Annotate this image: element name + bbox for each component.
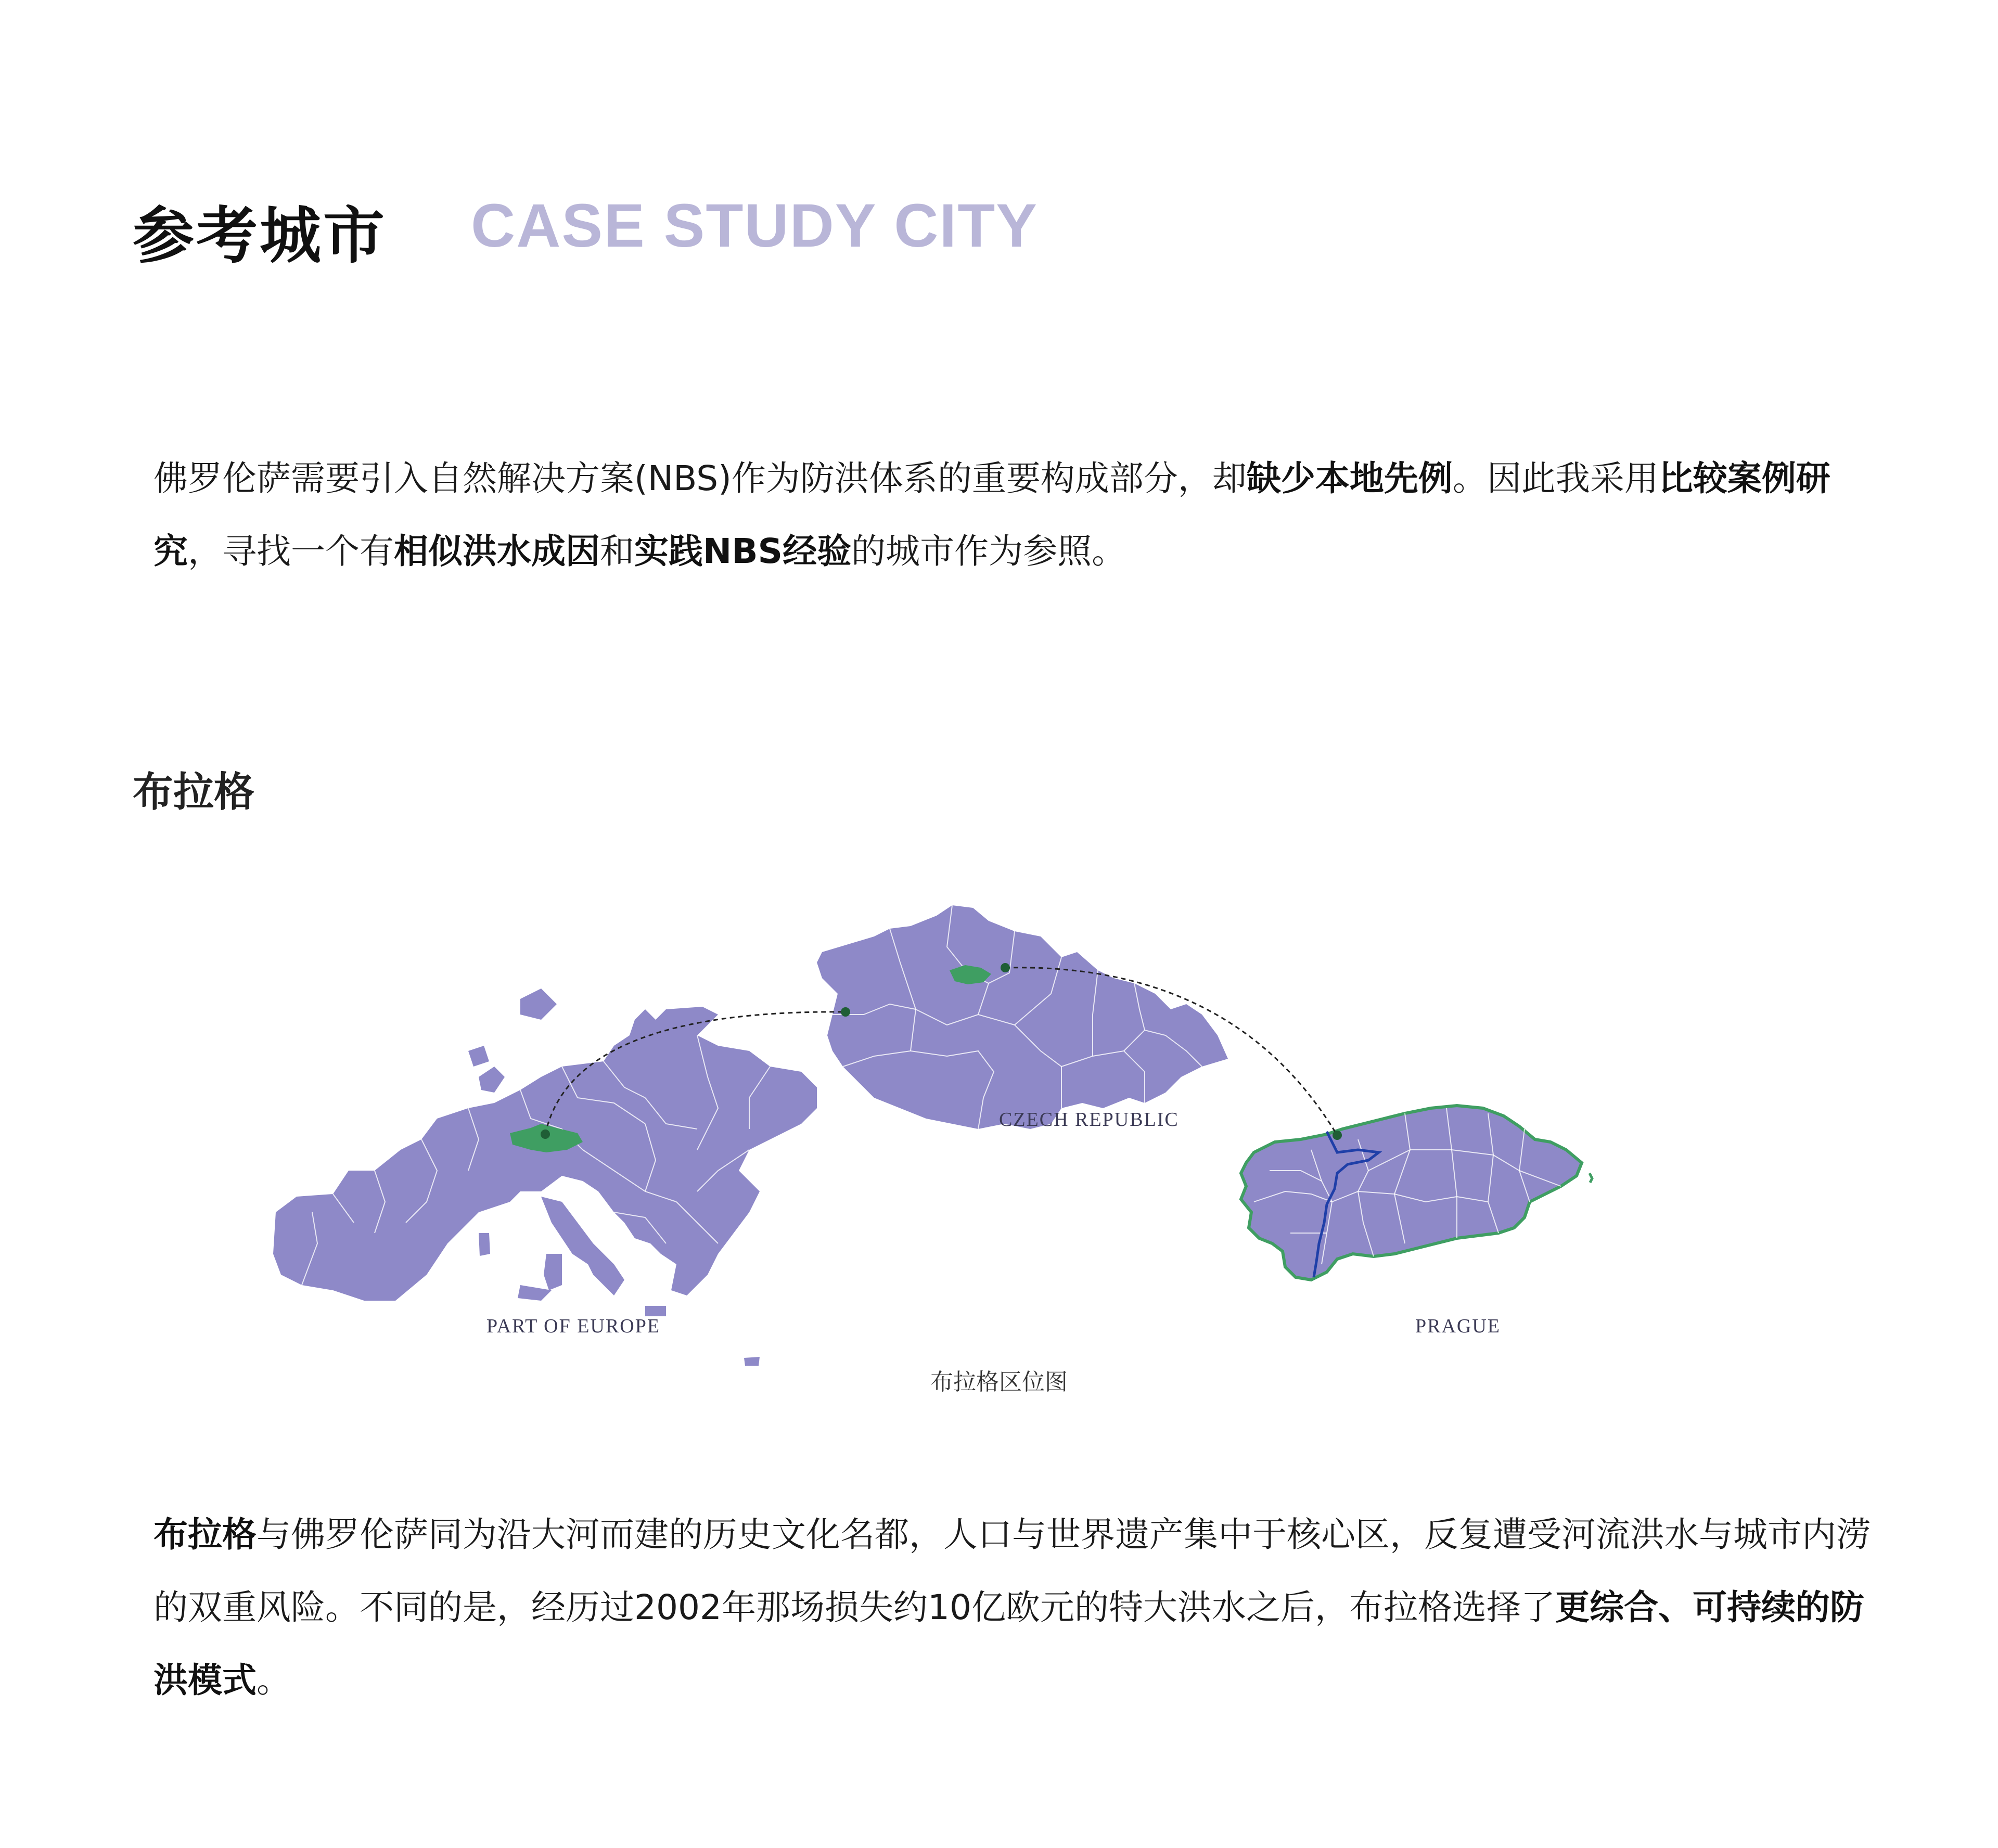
- figure-caption: 布拉格区位图: [930, 1369, 1068, 1395]
- label-czech-republic: CZECH REPUBLIC: [999, 1109, 1179, 1131]
- intro-emphasis: 缺少本地先例: [1246, 458, 1453, 498]
- intro-paragraph: [153, 442, 1881, 588]
- location-map-graphic: [250, 879, 1727, 1374]
- body-emphasis: 布拉格: [153, 1515, 257, 1555]
- body-emphasis: 更综合、可持续的防洪模式: [153, 1587, 1864, 1700]
- body-text: 。: [257, 1660, 291, 1700]
- czech-republic-map: [817, 905, 1228, 1129]
- czech-anchor-dot: [841, 1007, 850, 1017]
- intro-emphasis: 比较案例研究: [153, 458, 1830, 571]
- label-prague: PRAGUE: [1415, 1315, 1501, 1337]
- intro-emphasis: 实践NBS经验: [634, 531, 852, 571]
- body-text: 与佛罗伦萨同为沿大河而建的历史文化名都，人口与世界遗产集中于核心区，反复遭受河流洪水与城市内涝的双重风险。不同的是，经历过2002年那场损失约10亿欧元的特大洪水之后，布拉格选择了: [153, 1515, 1871, 1627]
- location-figure: [250, 879, 1727, 1374]
- czech-prague-dot: [1001, 963, 1010, 972]
- page-title-english: CASE STUDY CITY: [471, 191, 1038, 260]
- intro-text: 佛罗伦萨需要引入自然解决方案(NBS)作为防洪体系的重要构成部分，却: [153, 458, 1247, 498]
- intro-text: 。因此我采用: [1452, 458, 1659, 498]
- intro-emphasis: 相似洪水成因: [394, 531, 600, 571]
- intro-text: ，寻找一个有: [188, 531, 394, 571]
- intro-text: 和: [600, 531, 634, 571]
- europe-map: [273, 989, 817, 1366]
- europe-anchor-dot: [541, 1130, 550, 1139]
- prague-anchor-dot: [1333, 1131, 1342, 1140]
- page-title: 参考城市: [133, 200, 387, 272]
- prague-map: [1241, 1106, 1592, 1280]
- body-paragraph: [153, 1498, 1881, 1717]
- intro-text: 的城市作为参照。: [851, 531, 1126, 571]
- label-europe: PART OF EUROPE: [486, 1315, 661, 1337]
- section-title: 布拉格: [133, 769, 255, 816]
